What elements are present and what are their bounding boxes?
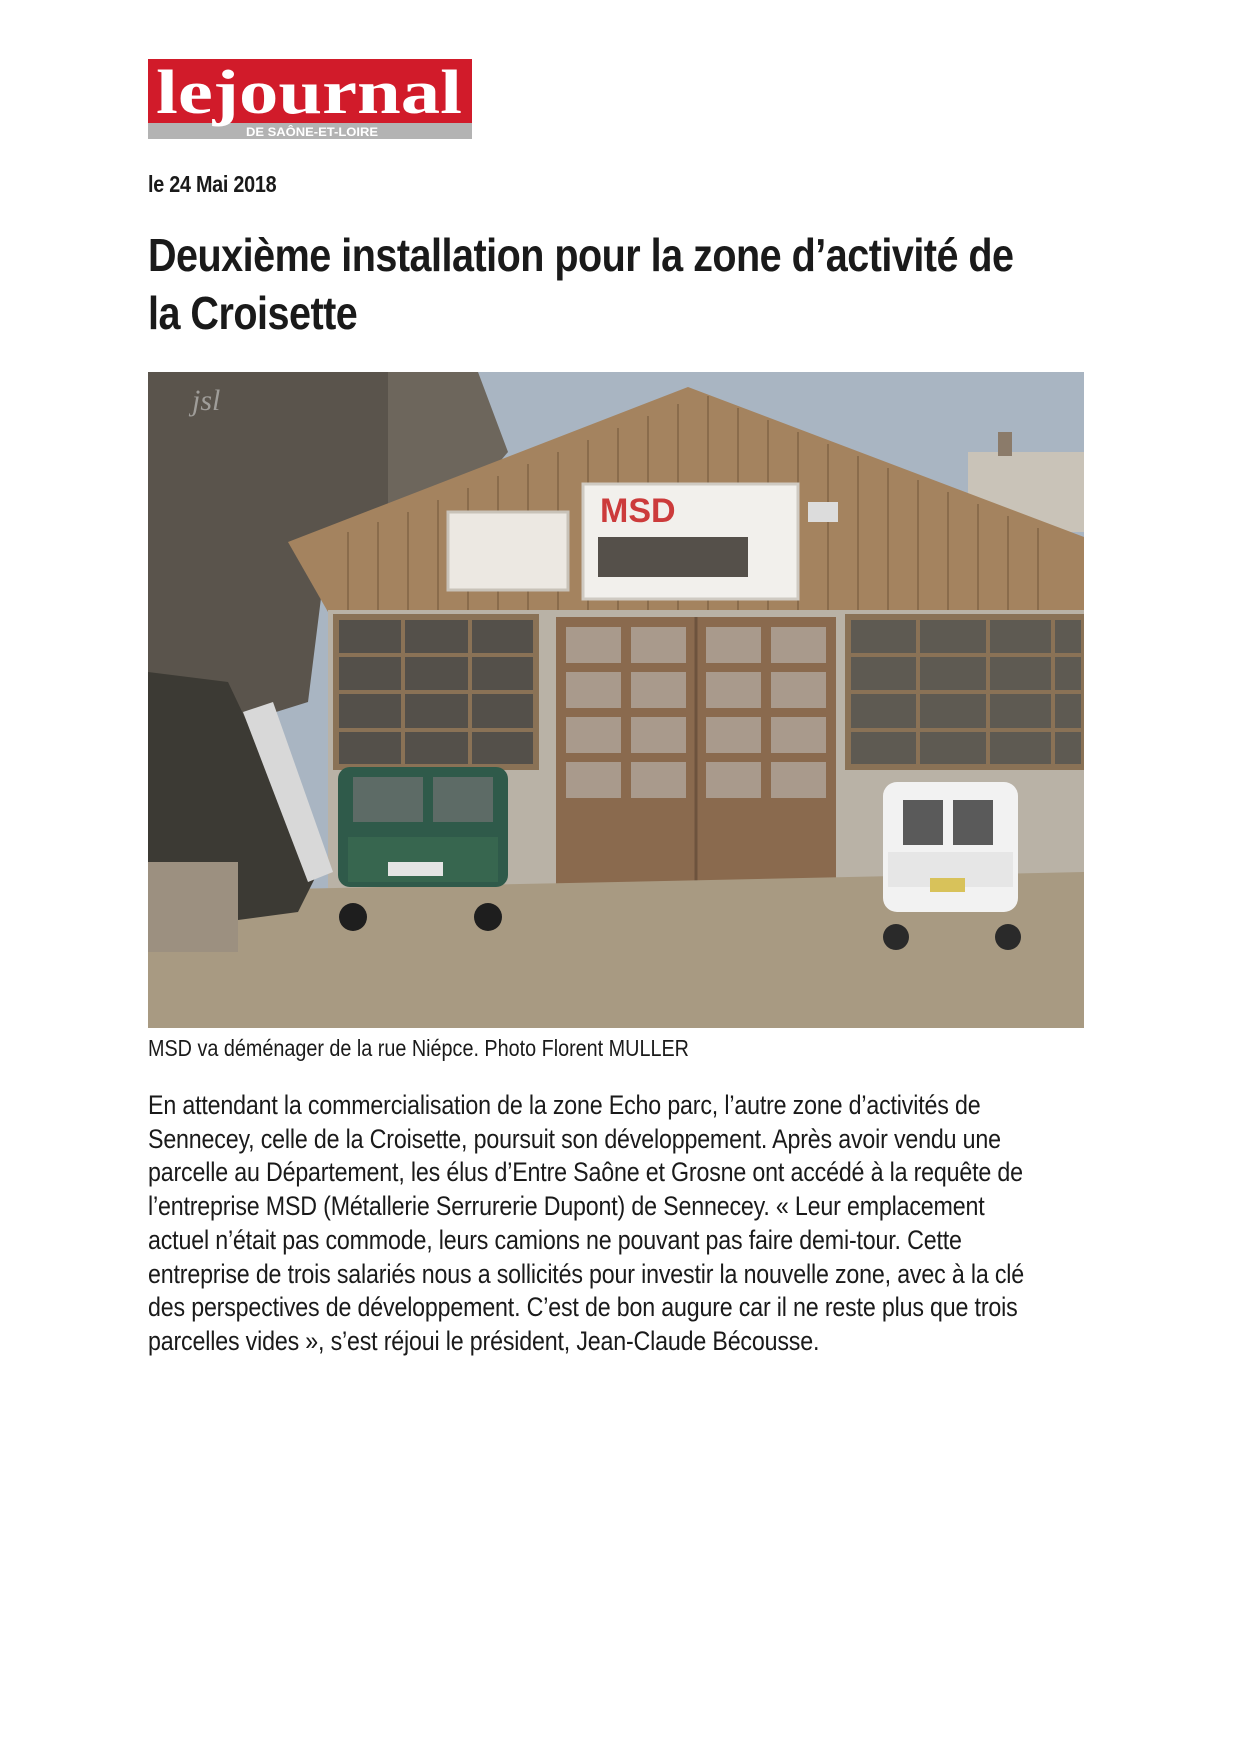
publication-date: le 24 Mai 2018 xyxy=(148,171,277,197)
body-line: Sennecey, celle de la Croisette, poursuit son développement. Après avoir vendu une xyxy=(148,1123,1001,1154)
article-body xyxy=(148,1089,1094,1359)
svg-text:lejournal: lejournal xyxy=(156,59,462,127)
headline-line: Deuxième installation pour la zone d’activité de xyxy=(148,229,1014,281)
body-line: des perspectives de développement. C’est de bon augure car il ne reste plus que trois xyxy=(148,1292,1018,1323)
headline-line: la Croisette xyxy=(148,287,358,339)
article-headline xyxy=(148,226,1103,342)
svg-text:MSD: MSD xyxy=(600,492,676,530)
svg-text:DE SAÔNE-ET-LOIRE: DE SAÔNE-ET-LOIRE xyxy=(246,125,368,139)
body-line: entreprise de trois salariés nous a sollicités pour investir la nouvelle zone, avec à la clé xyxy=(148,1258,1025,1289)
photo-caption: MSD va déménager de la rue Niépce. Photo Florent MULLER xyxy=(148,1035,689,1061)
body-line: En attendant la commercialisation de la zone Echo parc, l’autre zone d’activités de xyxy=(148,1090,981,1120)
body-line: parcelles vides », s’est réjoui le président, Jean-Claude Bécousse. xyxy=(148,1325,820,1356)
svg-text:jsl: jsl xyxy=(192,384,221,417)
article-photo xyxy=(148,372,1084,1028)
body-line: actuel n’était pas commode, leurs camions ne pouvant pas faire demi-tour. Cette xyxy=(148,1224,962,1255)
body-line: parcelle au Département, les élus d’Entre Saône et Grosne ont accédé à la requête de xyxy=(148,1157,1023,1188)
body-line: l’entreprise MSD (Métallerie Serrurerie Dupont) de Sennecey. « Leur emplacement xyxy=(148,1191,985,1222)
newspaper-logo xyxy=(148,59,472,139)
